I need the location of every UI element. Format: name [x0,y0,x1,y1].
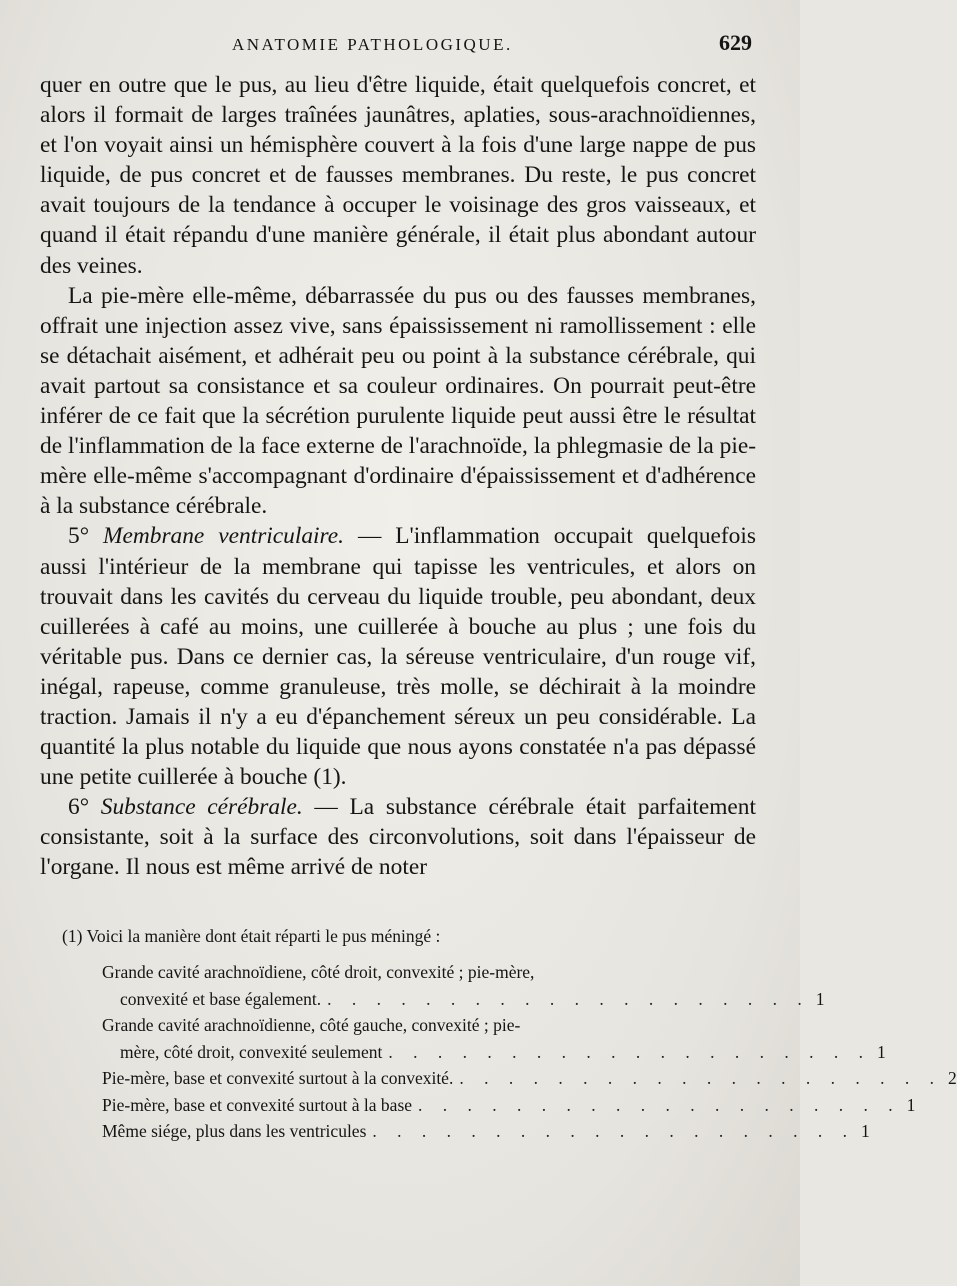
section-title: Substance cérébrale. [100,794,303,821]
footnote-count: 1 [861,1121,870,1142]
footnote-row-text: Même siége, plus dans les ventricules [102,1121,367,1142]
footnote-row-text: Grande cavité arachnoïdienne, côté gauche, convexité ; pie- [102,1015,521,1036]
paragraph-substance-cerebrale [40,792,756,882]
dot-leader: . . . . . . . . . . . . . . . . . . . . [372,1121,856,1142]
paragraph-membrane-ventriculaire [40,521,756,792]
page-number: 629 [719,30,752,55]
footnote-count: 2 [947,1068,957,1089]
footnote [40,923,957,1145]
dot-leader: . . . . . . . . . . . . . . . . . . . . [459,1068,942,1089]
body-text [40,70,756,883]
section-text: — L'inflammation occupait quelquefois aussi l'intérieur de la membrane qui tapisse les ventricules, et alors on trouvait dans les cavités du cerveau du liquide trouble, peu abondant, deux cuillerées à café au moins, une cuillerée à bouche au plus ; une fois du véritable pus. Dans ce dernier cas, la séreuse ventriculaire, d'un rouge vif, inégal, rapeuse, comme granuleuse, très molle, se déchirait à la moindre traction. Jamais il n'y a eu d'épanchement séreux un peu considérable. La quantité la plus notable du liquide que nous ayons constatée n'a pas dépassé une petite cuillerée à bouche (1). [40,523,756,791]
footnote-row [40,1065,957,1092]
footnote-count: 1 [877,1041,886,1062]
section-number: 5° [68,523,90,550]
footnote-row-text: convexité et base également. [120,988,322,1009]
dot-leader: . . . . . . . . . . . . . . . . . . . . [327,988,810,1009]
dot-leader: . . . . . . . . . . . . . . . . . . . . [418,1094,901,1115]
footnote-intro: (1) Voici la manière dont était réparti le pus méningé : [62,925,441,946]
footnote-row-text: Pie-mère, base et convexité surtout à la base [102,1094,413,1115]
section-text: — La substance cérébrale était parfaitement consistante, soit à la surface des circonvolutions, soit dans l'épaisseur de l'organe. Il nous est même arrivé de noter [40,794,756,881]
footnote-count: 1 [815,988,825,1009]
page-header [40,30,756,70]
footnote-count: 1 [906,1094,916,1115]
section-number: 6° [68,794,90,821]
footnote-row-text: mère, côté droit, convexité seulement [120,1041,383,1062]
section-title: Membrane ventriculaire. [102,523,345,550]
footnote-row-text: Grande cavité arachnoïdiene, côté droit, convexité ; pie-mère, [102,962,535,983]
footnote-row [40,986,825,1013]
dot-leader: . . . . . . . . . . . . . . . . . . . . [388,1041,872,1062]
paragraph-1: quer en outre que le pus, au lieu d'être liquide, était quelquefois concret, et alors il formait de larges traînées jaunâtres, aplaties, sous-arachnoïdiennes, et l'on voyait ainsi un hémisphère couvert à la fois d'une large nappe de pus liquide, de pus concret et de fausses membranes. Du reste, le pus concret avait toujours de la tendance à occuper le voisinage des gros vaisseaux, et quand il était répandu d'une manière générale, il était plus abondant autour des veines. [40,72,756,279]
footnote-row [40,1092,916,1119]
footnote-row [40,1039,886,1066]
footnote-row-text: Pie-mère, base et convexité surtout à la convexité. [102,1068,454,1089]
paragraph-2: La pie-mère elle-même, débarrassée du pus ou des fausses membranes, offrait une injection assez vive, sans épaississement ni ramollissement : elle se détachait aisément, et adhérait peu ou point à la substance cérébrale, qui avait partout sa consistance et sa couleur ordinaires. On pourrait peut-être inférer de ce fait que la sécrétion purulente liquide peut aussi être le résultat de l'inflammation de la face externe de l'arachnoïde, la phlegmasie de la pie-mère elle-même s'accompagnant d'ordinaire d'épaississement et d'adhérence à la substance cérébrale. [40,282,756,520]
footnote-row [40,1118,870,1145]
footnote-row [40,1012,756,1039]
footnote-row [40,959,756,986]
running-head: ANATOMIE PATHOLOGIQUE. [232,35,513,54]
